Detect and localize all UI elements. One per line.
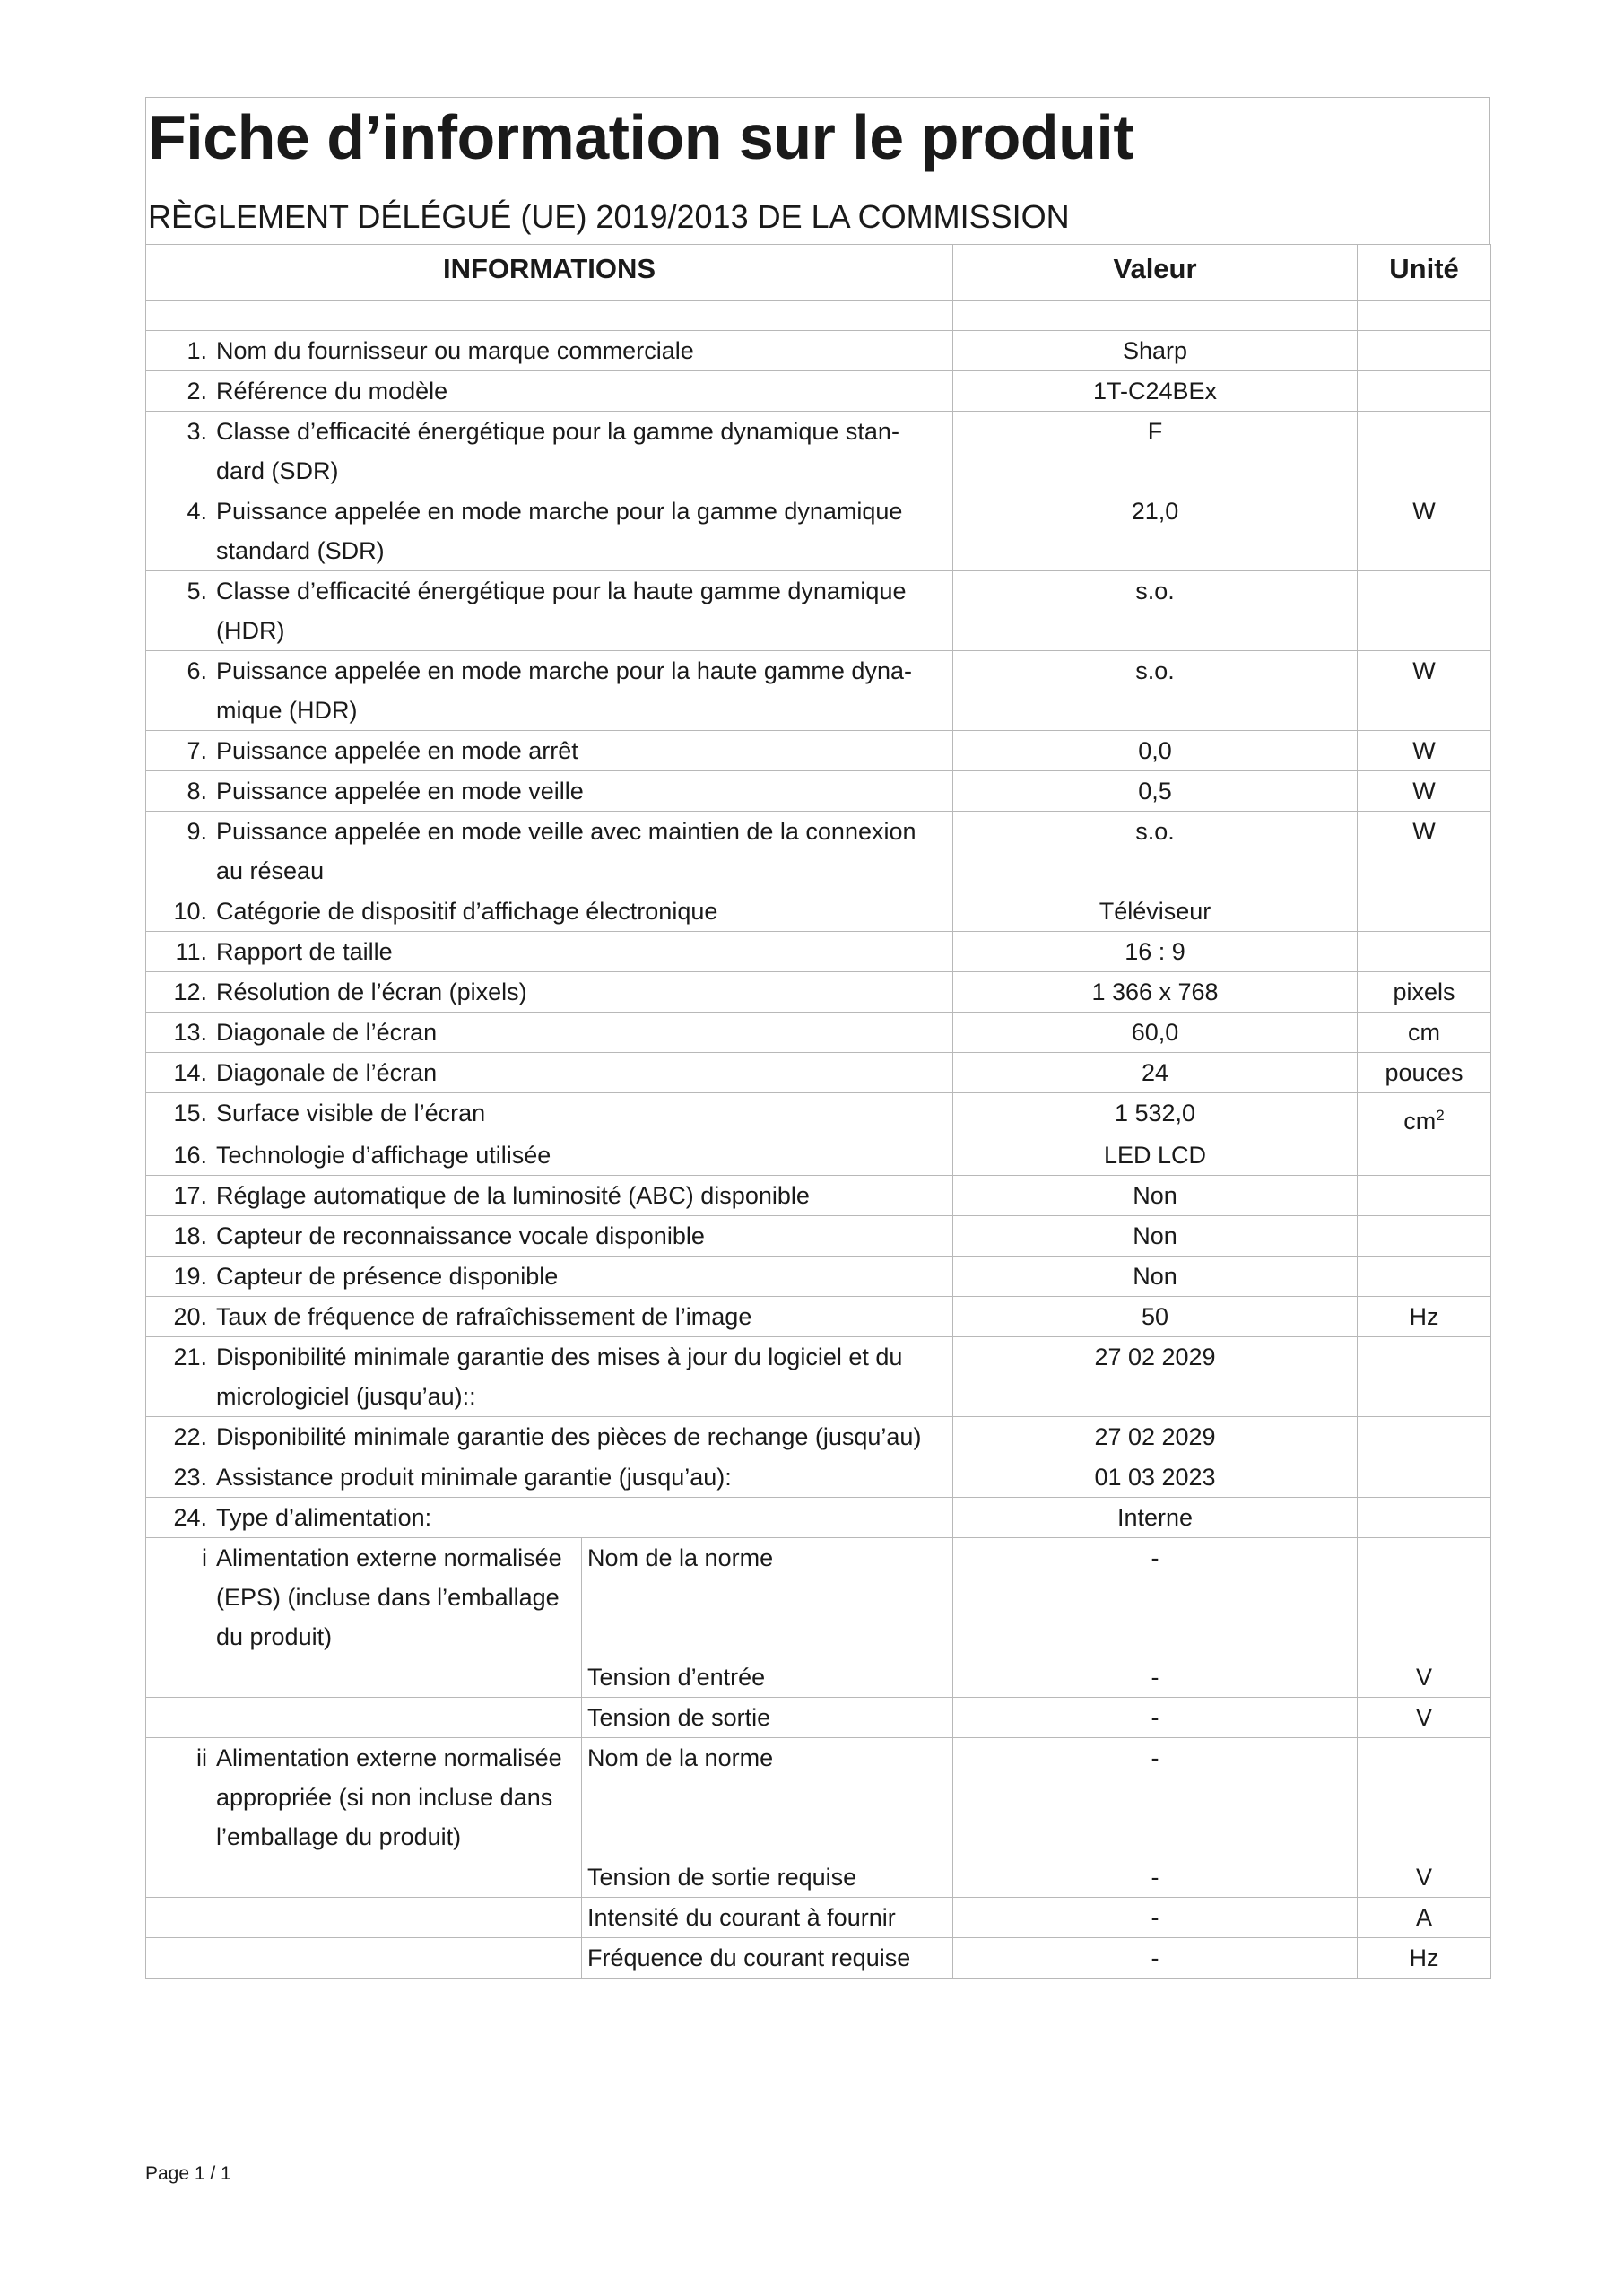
unit-cell: [1358, 1053, 1491, 1093]
value-cell: -: [953, 1538, 1358, 1657]
unit-cell: [1358, 972, 1491, 1013]
info-cell: [146, 1498, 953, 1538]
row-label: Puissance appelée en mode arrêt: [216, 737, 578, 764]
value-cell: 60,0: [953, 1013, 1358, 1053]
header-valeur: Valeur: [953, 245, 1358, 301]
row-label: Capteur de présence disponible: [216, 1263, 559, 1290]
unit-text: cm: [1408, 1019, 1441, 1046]
row-label: Diagonale de l’écran: [216, 1019, 438, 1046]
eps-sub-label: Fréquence du courant requise: [582, 1938, 953, 1979]
unit-cell: Hz: [1358, 1938, 1491, 1979]
table-row: [146, 491, 1491, 571]
eps-sub-label: Nom de la norme: [582, 1738, 953, 1857]
value-cell: Non: [953, 1216, 1358, 1257]
row-label: Résolution de l’écran (pixels): [216, 978, 527, 1005]
row-label: Classe d’efficacité énergétique pour la gamme dynamique stan-dard (SDR): [216, 418, 899, 484]
header-informations: INFORMATIONS: [146, 245, 953, 301]
unit-cell: [1358, 651, 1491, 731]
info-cell: [146, 331, 953, 371]
row-number: 6.: [187, 657, 207, 684]
row-number: 16.: [173, 1142, 207, 1169]
row-label: Surface visible de l’écran: [216, 1100, 486, 1126]
value-cell: 24: [953, 1053, 1358, 1093]
unit-text: Hz: [1409, 1303, 1439, 1330]
table-row: [146, 1013, 1491, 1053]
row-label: Puissance appelée en mode marche pour la haute gamme dyna-mique (HDR): [216, 657, 912, 724]
unit-cell: [1358, 1013, 1491, 1053]
row-label: Puissance appelée en mode veille: [216, 778, 584, 804]
row-number: 22.: [173, 1423, 207, 1450]
eps-label: Alimentation externe normalisée (EPS) (incluse dans l’emballage du produit): [216, 1544, 562, 1650]
row-number: 7.: [187, 737, 207, 764]
unit-cell: [1358, 1498, 1491, 1538]
value-cell: Non: [953, 1176, 1358, 1216]
product-info-sheet: [145, 97, 1490, 1979]
eps-sub-label: Intensité du courant à fournir: [582, 1898, 953, 1938]
unit-cell: [1358, 1093, 1491, 1135]
info-cell: [146, 1457, 953, 1498]
table-row: [146, 1053, 1491, 1093]
unit-cell: [1358, 1176, 1491, 1216]
info-cell: [146, 1297, 953, 1337]
table-row: [146, 731, 1491, 771]
unit-cell: [1358, 491, 1491, 571]
row-label: Puissance appelée en mode veille avec maintien de la connexion au réseau: [216, 818, 916, 884]
info-cell: [146, 412, 953, 491]
value-cell: -: [953, 1857, 1358, 1898]
info-cell: [146, 1093, 953, 1135]
row-label: Capteur de reconnaissance vocale disponible: [216, 1222, 705, 1249]
row-label: Type d’alimentation:: [216, 1504, 432, 1531]
value-cell: s.o.: [953, 651, 1358, 731]
info-cell: [146, 1216, 953, 1257]
eps-row: [146, 1938, 1491, 1979]
unit-text: W: [1412, 818, 1436, 845]
unit-text: pouces: [1385, 1059, 1463, 1086]
table-row: [146, 1093, 1491, 1135]
value-cell: -: [953, 1698, 1358, 1738]
row-number: 2.: [187, 378, 207, 404]
info-table: [145, 244, 1491, 1979]
row-number: 5.: [187, 578, 207, 604]
info-cell: [146, 1013, 953, 1053]
eps-label-cell: [146, 1657, 582, 1698]
info-cell: [146, 1053, 953, 1093]
value-cell: 0,5: [953, 771, 1358, 812]
unit-cell: [1358, 771, 1491, 812]
unit-cell: V: [1358, 1657, 1491, 1698]
unit-cell: [1358, 1216, 1491, 1257]
unit-cell: [1358, 371, 1491, 412]
row-number: 3.: [187, 418, 207, 445]
value-cell: -: [953, 1738, 1358, 1857]
eps-row: [146, 1698, 1491, 1738]
table-row: [146, 1297, 1491, 1337]
row-number: 24.: [173, 1504, 207, 1531]
unit-text: cm: [1403, 1108, 1437, 1135]
value-cell: 01 03 2023: [953, 1457, 1358, 1498]
unit-cell: [1358, 932, 1491, 972]
eps-row: [146, 1657, 1491, 1698]
table-row: [146, 891, 1491, 932]
value-cell: -: [953, 1938, 1358, 1979]
value-cell: F: [953, 412, 1358, 491]
row-label: Disponibilité minimale garantie des mises à jour du logiciel et du micrologiciel (jusqu’au)::: [216, 1344, 903, 1410]
row-number: 21.: [173, 1344, 207, 1370]
unit-cell: [1358, 1738, 1491, 1857]
info-cell: [146, 571, 953, 651]
row-number: 12.: [173, 978, 207, 1005]
eps-label-cell: [146, 1898, 582, 1938]
eps-sub-label: Tension de sortie: [582, 1698, 953, 1738]
eps-row: [146, 1898, 1491, 1938]
row-label: Disponibilité minimale garantie des pièces de rechange (jusqu’au): [216, 1423, 922, 1450]
unit-cell: V: [1358, 1857, 1491, 1898]
row-number: 14.: [173, 1059, 207, 1086]
value-cell: s.o.: [953, 812, 1358, 891]
eps-label-cell: [146, 1938, 582, 1979]
value-cell: 50: [953, 1297, 1358, 1337]
unit-cell: [1358, 412, 1491, 491]
table-row: [146, 1498, 1491, 1538]
unit-text: pixels: [1393, 978, 1455, 1005]
row-label: Réglage automatique de la luminosité (ABC) disponible: [216, 1182, 810, 1209]
eps-row: [146, 1857, 1491, 1898]
value-cell: -: [953, 1657, 1358, 1698]
row-label: Assistance produit minimale garantie (jusqu’au):: [216, 1464, 732, 1491]
value-cell: 21,0: [953, 491, 1358, 571]
unit-text: W: [1412, 737, 1436, 764]
info-cell: [146, 731, 953, 771]
unit-cell: [1358, 891, 1491, 932]
table-row: [146, 1216, 1491, 1257]
unit-cell: [1358, 1538, 1491, 1657]
table-row: [146, 1337, 1491, 1417]
eps-row: [146, 1738, 1491, 1857]
value-cell: -: [953, 1898, 1358, 1938]
table-row: [146, 331, 1491, 371]
value-cell: Téléviseur: [953, 891, 1358, 932]
page-footer: Page 1 / 1: [145, 2163, 231, 2184]
row-label: Référence du modèle: [216, 378, 448, 404]
eps-label-cell: [146, 1698, 582, 1738]
table-row: [146, 1135, 1491, 1176]
row-label: Classe d’efficacité énergétique pour la haute gamme dynamique (HDR): [216, 578, 907, 644]
table-row: [146, 412, 1491, 491]
spacer-row: [146, 301, 1491, 331]
row-number: 1.: [187, 337, 207, 364]
info-cell: [146, 1337, 953, 1417]
row-label: Rapport de taille: [216, 938, 393, 965]
info-cell: [146, 972, 953, 1013]
table-row: [146, 1417, 1491, 1457]
info-cell: [146, 1417, 953, 1457]
row-number: 23.: [173, 1464, 207, 1491]
eps-sub-label: Nom de la norme: [582, 1538, 953, 1657]
unit-cell: A: [1358, 1898, 1491, 1938]
row-number: 15.: [173, 1100, 207, 1126]
info-cell: [146, 891, 953, 932]
table-row: [146, 932, 1491, 972]
unit-cell: [1358, 1135, 1491, 1176]
row-number: 4.: [187, 498, 207, 525]
unit-cell: [1358, 1257, 1491, 1297]
unit-cell: [1358, 731, 1491, 771]
row-label: Catégorie de dispositif d’affichage électronique: [216, 898, 718, 925]
unit-cell: V: [1358, 1698, 1491, 1738]
row-label: Nom du fournisseur ou marque commerciale: [216, 337, 694, 364]
value-cell: Non: [953, 1257, 1358, 1297]
regulation-subtitle: RÈGLEMENT DÉLÉGUÉ (UE) 2019/2013 DE LA COMMISSION: [148, 198, 1070, 235]
unit-superscript: 2: [1436, 1107, 1445, 1124]
value-cell: 1 366 x 768: [953, 972, 1358, 1013]
table-row: [146, 771, 1491, 812]
table-row: [146, 972, 1491, 1013]
unit-text: W: [1412, 498, 1436, 525]
info-cell: [146, 1176, 953, 1216]
info-cell: [146, 812, 953, 891]
value-cell: 1T-C24BEx: [953, 371, 1358, 412]
row-number: 20.: [173, 1303, 207, 1330]
row-label: Technologie d’affichage utilisée: [216, 1142, 551, 1169]
row-label: Diagonale de l’écran: [216, 1059, 438, 1086]
info-cell: [146, 932, 953, 972]
unit-text: W: [1412, 778, 1436, 804]
row-number: 11.: [175, 938, 207, 965]
value-cell: s.o.: [953, 571, 1358, 651]
value-cell: 27 02 2029: [953, 1337, 1358, 1417]
table-row: [146, 1457, 1491, 1498]
eps-label-cell: [146, 1738, 582, 1857]
info-cell: [146, 771, 953, 812]
table-header-row: [146, 245, 1491, 301]
table-row: [146, 371, 1491, 412]
row-number: 10.: [173, 898, 207, 925]
unit-cell: [1358, 331, 1491, 371]
row-number: 17.: [173, 1182, 207, 1209]
value-cell: Interne: [953, 1498, 1358, 1538]
unit-cell: [1358, 571, 1491, 651]
info-cell: [146, 1257, 953, 1297]
row-number: 18.: [173, 1222, 207, 1249]
row-number: 9.: [187, 818, 207, 845]
table-row: [146, 1257, 1491, 1297]
unit-cell: [1358, 1297, 1491, 1337]
info-cell: [146, 651, 953, 731]
table-row: [146, 651, 1491, 731]
eps-label-cell: [146, 1538, 582, 1657]
table-row: [146, 1176, 1491, 1216]
unit-cell: [1358, 1337, 1491, 1417]
title-block: [145, 97, 1490, 244]
info-cell: [146, 1135, 953, 1176]
page-title: Fiche d’information sur le produit: [148, 102, 1134, 172]
value-cell: 27 02 2029: [953, 1417, 1358, 1457]
value-cell: 1 532,0: [953, 1093, 1358, 1135]
table-row: [146, 571, 1491, 651]
row-number: 19.: [173, 1263, 207, 1290]
unit-cell: [1358, 1417, 1491, 1457]
unit-cell: [1358, 1457, 1491, 1498]
eps-row: [146, 1538, 1491, 1657]
row-label: Taux de fréquence de rafraîchissement de l’image: [216, 1303, 752, 1330]
value-cell: Sharp: [953, 331, 1358, 371]
eps-sub-label: Tension d’entrée: [582, 1657, 953, 1698]
value-cell: 0,0: [953, 731, 1358, 771]
row-number: 8.: [187, 778, 207, 804]
unit-text: W: [1412, 657, 1436, 684]
table-row: [146, 812, 1491, 891]
value-cell: 16 : 9: [953, 932, 1358, 972]
eps-sub-label: Tension de sortie requise: [582, 1857, 953, 1898]
row-label: Puissance appelée en mode marche pour la gamme dynamique standard (SDR): [216, 498, 903, 564]
unit-cell: [1358, 812, 1491, 891]
info-cell: [146, 371, 953, 412]
header-unite: Unité: [1358, 245, 1491, 301]
eps-number: ii: [196, 1744, 207, 1771]
row-number: 13.: [173, 1019, 207, 1046]
eps-label-cell: [146, 1857, 582, 1898]
value-cell: LED LCD: [953, 1135, 1358, 1176]
info-cell: [146, 491, 953, 571]
eps-number: i: [202, 1544, 207, 1571]
eps-label: Alimentation externe normalisée appropriée (si non incluse dans l’emballage du produit): [216, 1744, 562, 1850]
